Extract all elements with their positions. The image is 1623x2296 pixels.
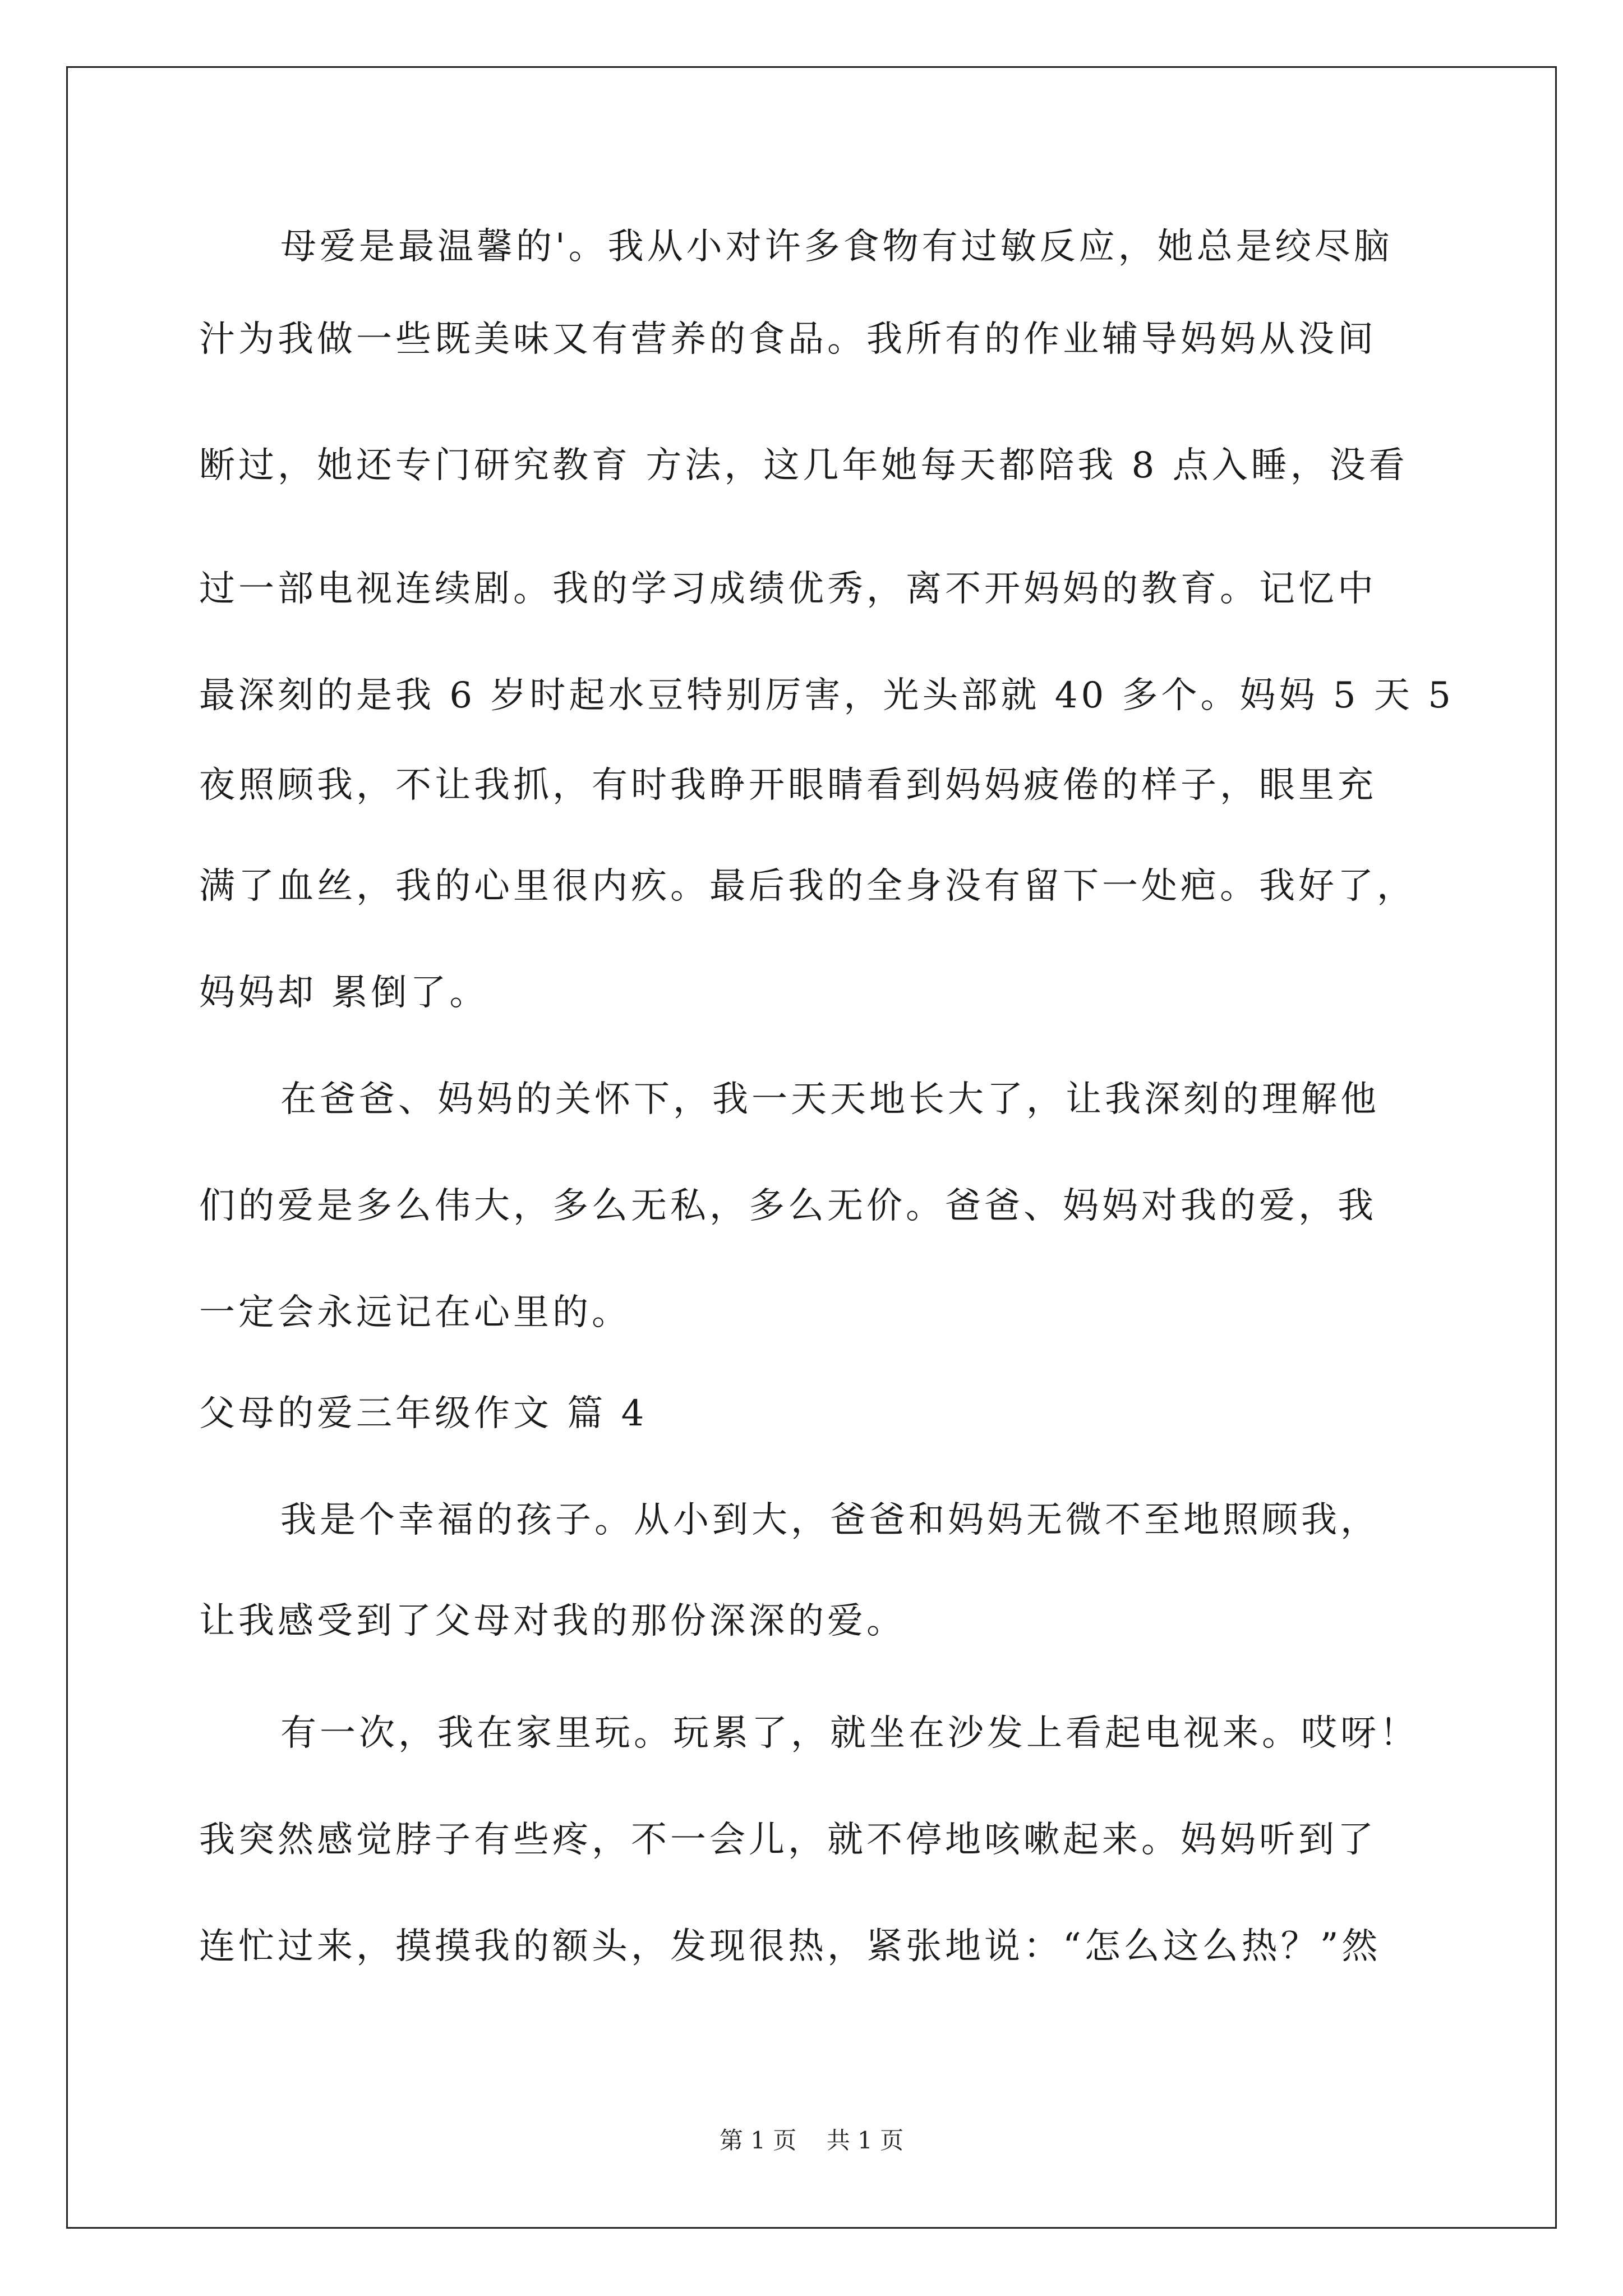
page-border [66, 66, 1557, 2229]
paragraph-line: 夜照顾我，不让我抓，有时我睁开眼睛看到妈妈疲倦的样子，眼里充 [199, 765, 1377, 806]
paragraph-line: 断过，她还专门研究教育 方法，这几年她每天都陪我 8 点入睡，没看 [199, 445, 1408, 486]
paragraph-line: 我是个幸福的孩子。从小到大，爸爸和妈妈无微不至地照顾我， [280, 1499, 1380, 1541]
paragraph-line: 一定会永远记在心里的。 [199, 1292, 631, 1333]
paragraph-line: 妈妈却 累倒了。 [199, 972, 489, 1014]
paragraph-line: 们的爱是多么伟大，多么无私，多么无价。爸爸、妈妈对我的爱，我 [199, 1185, 1377, 1227]
paragraph-line: 过一部电视连续剧。我的学习成绩优秀，离不开妈妈的教育。记忆中 [199, 568, 1377, 610]
paragraph-line: 在爸爸、妈妈的关怀下，我一天天地长大了，让我深刻的理解他 [280, 1079, 1380, 1120]
paragraph-line: 满了血丝，我的心里很内疚。最后我的全身没有留下一处疤。我好了， [199, 866, 1416, 907]
paragraph-line: 有一次，我在家里玩。玩累了，就坐在沙发上看起电视来。哎呀！ [280, 1713, 1419, 1754]
paragraph-line: 汁为我做一些既美味又有营养的食品。我所有的作业辅导妈妈从没间 [199, 319, 1377, 360]
paragraph-line: 我突然感觉脖子有些疼，不一会儿，就不停地咳嗽起来。妈妈听到了 [199, 1819, 1377, 1861]
paragraph-line: 连忙过来，摸摸我的额头，发现很热，紧张地说：“怎么这么热？”然 [199, 1926, 1381, 1967]
paragraph-line: 最深刻的是我 6 岁时起水豆特别厉害，光头部就 40 多个。妈妈 5 天 5 [199, 675, 1454, 716]
paragraph-line: 母爱是最温馨的'。我从小对许多食物有过敏反应，她总是绞尽脑 [280, 226, 1393, 268]
section-heading: 父母的爱三年级作文 篇 4 [199, 1393, 648, 1434]
page-footer: 第 1 页 共 1 页 [719, 2127, 904, 2154]
paragraph-line: 让我感受到了父母对我的那份深深的爱。 [199, 1600, 906, 1642]
